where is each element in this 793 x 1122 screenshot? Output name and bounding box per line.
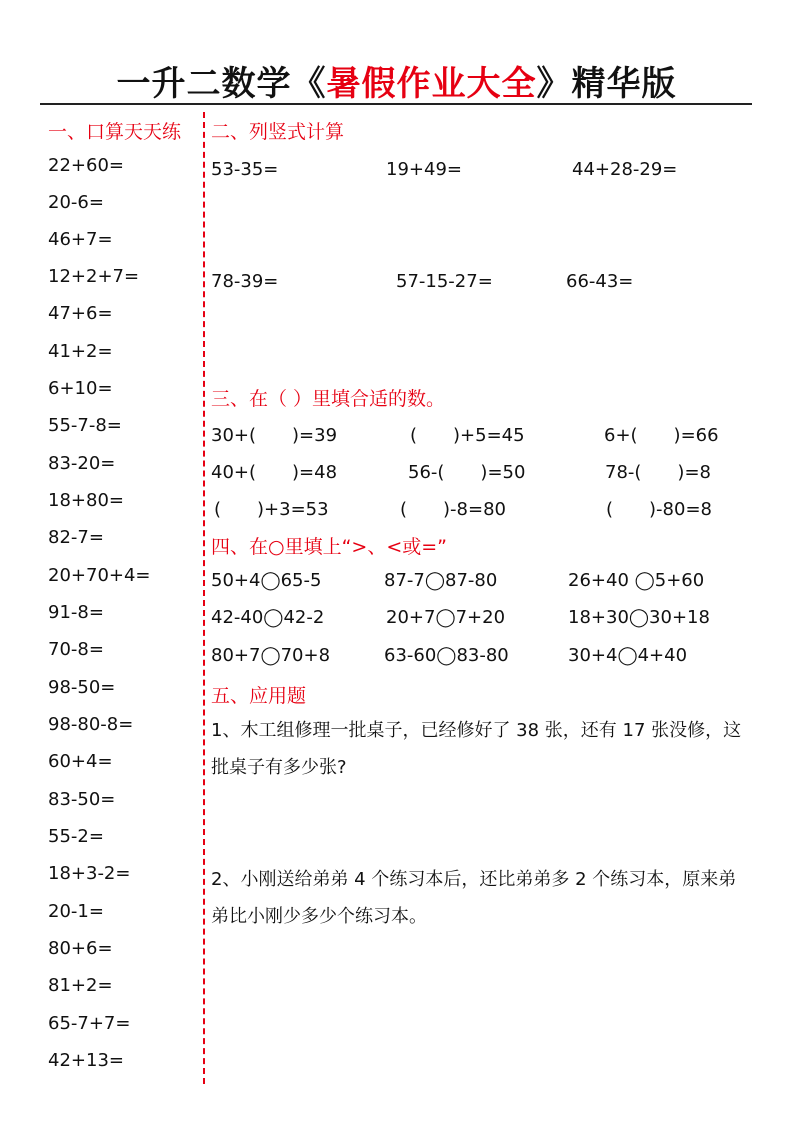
vertical-calc-2: 19+49= <box>386 159 462 180</box>
word-problem-1: 1、木工组修理一批桌子，已经修好了 38 张，还有 17 张没修，这批桌子有多少张? <box>211 720 742 778</box>
compare-4: 42-40◯42-2 <box>211 607 325 628</box>
fill-blank-4: 40+( )=48 <box>211 462 338 483</box>
oral-item-15: 98-50= <box>48 677 116 698</box>
compare-2: 87-7◯87-80 <box>384 570 498 591</box>
oral-item-4: 12+2+7= <box>48 266 140 287</box>
page-title <box>0 56 793 105</box>
compare-6: 18+30◯30+18 <box>568 607 710 628</box>
fill-blank-8: ( )-8=80 <box>400 499 506 520</box>
fill-blank-2: ( )+5=45 <box>410 425 525 446</box>
section1-title: 一、口算天天练 <box>48 121 182 143</box>
fill-blank-6: 78-( )=8 <box>605 462 711 483</box>
oral-item-23: 81+2= <box>48 975 113 996</box>
title-rule <box>40 103 752 105</box>
oral-item-9: 83-20= <box>48 453 116 474</box>
fill-blank-7: ( )+3=53 <box>214 499 329 520</box>
compare-1: 50+4◯65-5 <box>211 570 322 591</box>
word-problem-2: 2、小刚送给弟弟 4 个练习本后，还比弟弟多 2 个练习本，原来弟弟比小刚少多少个练习本。 <box>211 869 737 927</box>
compare-8: 63-60◯83-80 <box>384 645 509 666</box>
title-part3: 》精华版 <box>536 64 677 104</box>
oral-item-21: 20-1= <box>48 901 104 922</box>
vertical-calc-4: 78-39= <box>211 271 279 292</box>
oral-item-24: 65-7+7= <box>48 1013 131 1034</box>
title-part2: 暑假作业大全 <box>326 64 537 104</box>
vertical-calc-6: 66-43= <box>566 271 634 292</box>
column-divider <box>203 112 205 1084</box>
oral-item-20: 18+3-2= <box>48 863 131 884</box>
oral-item-18: 83-50= <box>48 789 116 810</box>
fill-blank-3: 6+( )=66 <box>604 425 719 446</box>
oral-item-12: 20+70+4= <box>48 565 151 586</box>
oral-item-3: 46+7= <box>48 229 113 250</box>
section4-title: 四、在○里填上“>、<或=” <box>211 536 448 558</box>
oral-item-16: 98-80-8= <box>48 714 134 735</box>
fill-blank-1: 30+( )=39 <box>211 425 338 446</box>
compare-7: 80+7◯70+8 <box>211 645 331 666</box>
oral-item-11: 82-7= <box>48 527 104 548</box>
vertical-calc-3: 44+28-29= <box>572 159 678 180</box>
compare-3: 26+40 ◯5+60 <box>568 570 705 591</box>
section5-title: 五、应用题 <box>211 685 307 707</box>
oral-item-1: 22+60= <box>48 155 124 176</box>
vertical-calc-5: 57-15-27= <box>396 271 493 292</box>
oral-item-2: 20-6= <box>48 192 104 213</box>
compare-5: 20+7◯7+20 <box>386 607 506 628</box>
oral-item-13: 91-8= <box>48 602 104 623</box>
oral-item-10: 18+80= <box>48 490 124 511</box>
title-part1: 一升二数学《 <box>116 64 327 104</box>
section2-title: 二、列竖式计算 <box>211 121 345 143</box>
oral-item-7: 6+10= <box>48 378 113 399</box>
section3-title: 三、在（ ）里填合适的数。 <box>211 388 446 410</box>
oral-item-5: 47+6= <box>48 303 113 324</box>
fill-blank-9: ( )-80=8 <box>606 499 712 520</box>
oral-item-6: 41+2= <box>48 341 113 362</box>
oral-item-8: 55-7-8= <box>48 415 122 436</box>
oral-item-14: 70-8= <box>48 639 104 660</box>
vertical-calc-1: 53-35= <box>211 159 279 180</box>
oral-item-25: 42+13= <box>48 1050 124 1071</box>
compare-9: 30+4◯4+40 <box>568 645 688 666</box>
oral-item-19: 55-2= <box>48 826 104 847</box>
oral-item-17: 60+4= <box>48 751 113 772</box>
oral-item-22: 80+6= <box>48 938 113 959</box>
fill-blank-5: 56-( )=50 <box>408 462 526 483</box>
